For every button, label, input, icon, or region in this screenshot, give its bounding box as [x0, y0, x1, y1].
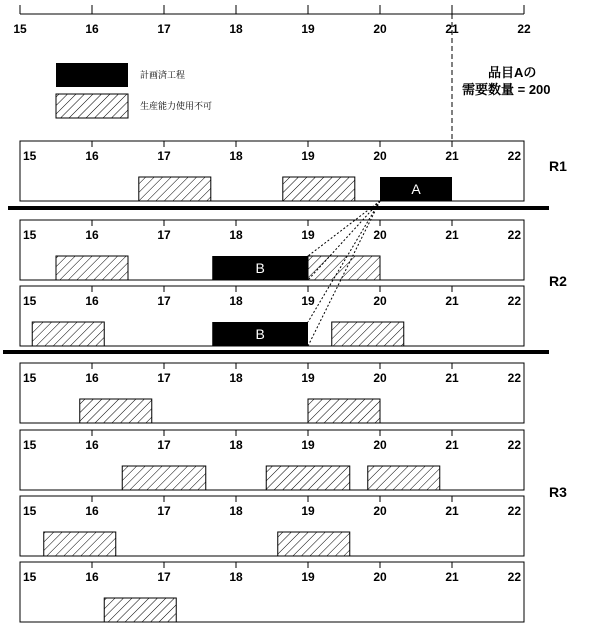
- unavailable-block: [80, 399, 152, 423]
- lane-tick-label: 16: [85, 570, 99, 584]
- lane-tick-label: 17: [157, 438, 171, 452]
- unavailable-block: [56, 256, 128, 280]
- lane-r3-2: [20, 430, 524, 490]
- planned-block-label: B: [255, 326, 265, 342]
- planned-block-label: A: [411, 181, 421, 197]
- demand-annotation-line1: 品目Aの: [488, 65, 537, 80]
- lane-tick-label: 21: [445, 504, 459, 518]
- lane-tick-label: 16: [85, 438, 99, 452]
- lane-r1-1: [20, 141, 524, 201]
- lane-tick-label: 17: [157, 228, 171, 242]
- lane-tick-label: 17: [157, 149, 171, 163]
- lane-tick-label: 21: [445, 438, 459, 452]
- lane-tick-label: 18: [229, 570, 243, 584]
- lane-tick-label: 18: [229, 371, 243, 385]
- lane-tick-label: 16: [85, 149, 99, 163]
- demand-annotation: [452, 14, 551, 140]
- legend-unavailable-label: 生産能力使用不可: [140, 101, 213, 111]
- top-axis-tick-label: 18: [229, 22, 243, 36]
- lane-tick-label: 21: [445, 570, 459, 584]
- unavailable-block: [266, 466, 350, 490]
- lane-tick-label: 22: [507, 371, 521, 385]
- lane-tick-label: 20: [373, 504, 387, 518]
- unavailable-block: [44, 532, 116, 556]
- lane-tick-label: 20: [373, 294, 387, 308]
- top-axis-tick-label: 22: [517, 22, 531, 36]
- lane-tick-label: 22: [507, 504, 521, 518]
- lane-tick-label: 16: [85, 371, 99, 385]
- lane-tick-label: 15: [23, 228, 37, 242]
- unavailable-block: [122, 466, 206, 490]
- lane-tick-label: 20: [373, 438, 387, 452]
- lane-tick-label: 21: [445, 371, 459, 385]
- lane-tick-label: 17: [157, 504, 171, 518]
- top-axis-tick-label: 21: [445, 22, 459, 36]
- lane-tick-label: 19: [301, 438, 315, 452]
- group-label-r1: R1: [549, 158, 567, 174]
- lane-tick-label: 22: [507, 149, 521, 163]
- top-axis-tick-label: 19: [301, 22, 315, 36]
- top-time-axis: [13, 5, 531, 36]
- legend: [56, 63, 212, 118]
- unavailable-block: [368, 466, 440, 490]
- lane-tick-label: 15: [23, 294, 37, 308]
- unavailable-block: [308, 256, 380, 280]
- lane-tick-label: 22: [507, 570, 521, 584]
- lane-tick-label: 19: [301, 504, 315, 518]
- lane-tick-label: 22: [507, 228, 521, 242]
- group-label-r2: R2: [549, 273, 567, 289]
- unavailable-block: [32, 322, 104, 346]
- lane-tick-label: 15: [23, 438, 37, 452]
- lane-tick-label: 18: [229, 228, 243, 242]
- lane-tick-label: 17: [157, 371, 171, 385]
- lane-r3-1: [20, 363, 524, 423]
- legend-planned-label: 計画済工程: [140, 70, 186, 80]
- legend-unavailable-swatch: [56, 94, 128, 118]
- top-axis-tick-label: 15: [13, 22, 27, 36]
- lane-tick-label: 18: [229, 149, 243, 163]
- planned-block-label: B: [255, 260, 265, 276]
- unavailable-block: [278, 532, 350, 556]
- lane-tick-label: 15: [23, 149, 37, 163]
- lane-tick-label: 20: [373, 371, 387, 385]
- lane-tick-label: 21: [445, 228, 459, 242]
- lane-tick-label: 19: [301, 228, 315, 242]
- lane-tick-label: 17: [157, 294, 171, 308]
- unavailable-block: [332, 322, 404, 346]
- lane-tick-label: 16: [85, 504, 99, 518]
- lane-tick-label: 18: [229, 294, 243, 308]
- top-axis-tick-label: 16: [85, 22, 99, 36]
- lane-r2-2: [20, 286, 524, 346]
- lane-tick-label: 15: [23, 570, 37, 584]
- lane-tick-label: 17: [157, 570, 171, 584]
- unavailable-block: [283, 177, 355, 201]
- lane-tick-label: 19: [301, 570, 315, 584]
- lane-tick-label: 22: [507, 294, 521, 308]
- unavailable-block: [104, 598, 176, 622]
- top-axis-tick-label: 20: [373, 22, 387, 36]
- demand-annotation-line2: 需要数量 = 200: [462, 82, 551, 97]
- lane-tick-label: 22: [507, 438, 521, 452]
- lane-tick-label: 20: [373, 228, 387, 242]
- unavailable-block: [139, 177, 211, 201]
- group-label-r3: R3: [549, 484, 567, 500]
- lane-tick-label: 18: [229, 438, 243, 452]
- lane-r2-1: [20, 220, 524, 280]
- lane-tick-label: 18: [229, 504, 243, 518]
- lane-r3-3: [20, 496, 524, 556]
- lane-tick-label: 21: [445, 149, 459, 163]
- lane-tick-label: 19: [301, 371, 315, 385]
- top-axis-tick-label: 17: [157, 22, 171, 36]
- lane-r3-4: [20, 562, 524, 622]
- lane-tick-label: 16: [85, 228, 99, 242]
- lane-tick-label: 16: [85, 294, 99, 308]
- lane-tick-label: 20: [373, 149, 387, 163]
- unavailable-block: [308, 399, 380, 423]
- lane-tick-label: 15: [23, 371, 37, 385]
- lane-tick-label: 19: [301, 149, 315, 163]
- lane-tick-label: 15: [23, 504, 37, 518]
- lane-tick-label: 20: [373, 570, 387, 584]
- legend-planned-swatch: [56, 63, 128, 87]
- lane-tick-label: 21: [445, 294, 459, 308]
- resource-lanes: [20, 141, 524, 622]
- lane-tick-label: 19: [301, 294, 315, 308]
